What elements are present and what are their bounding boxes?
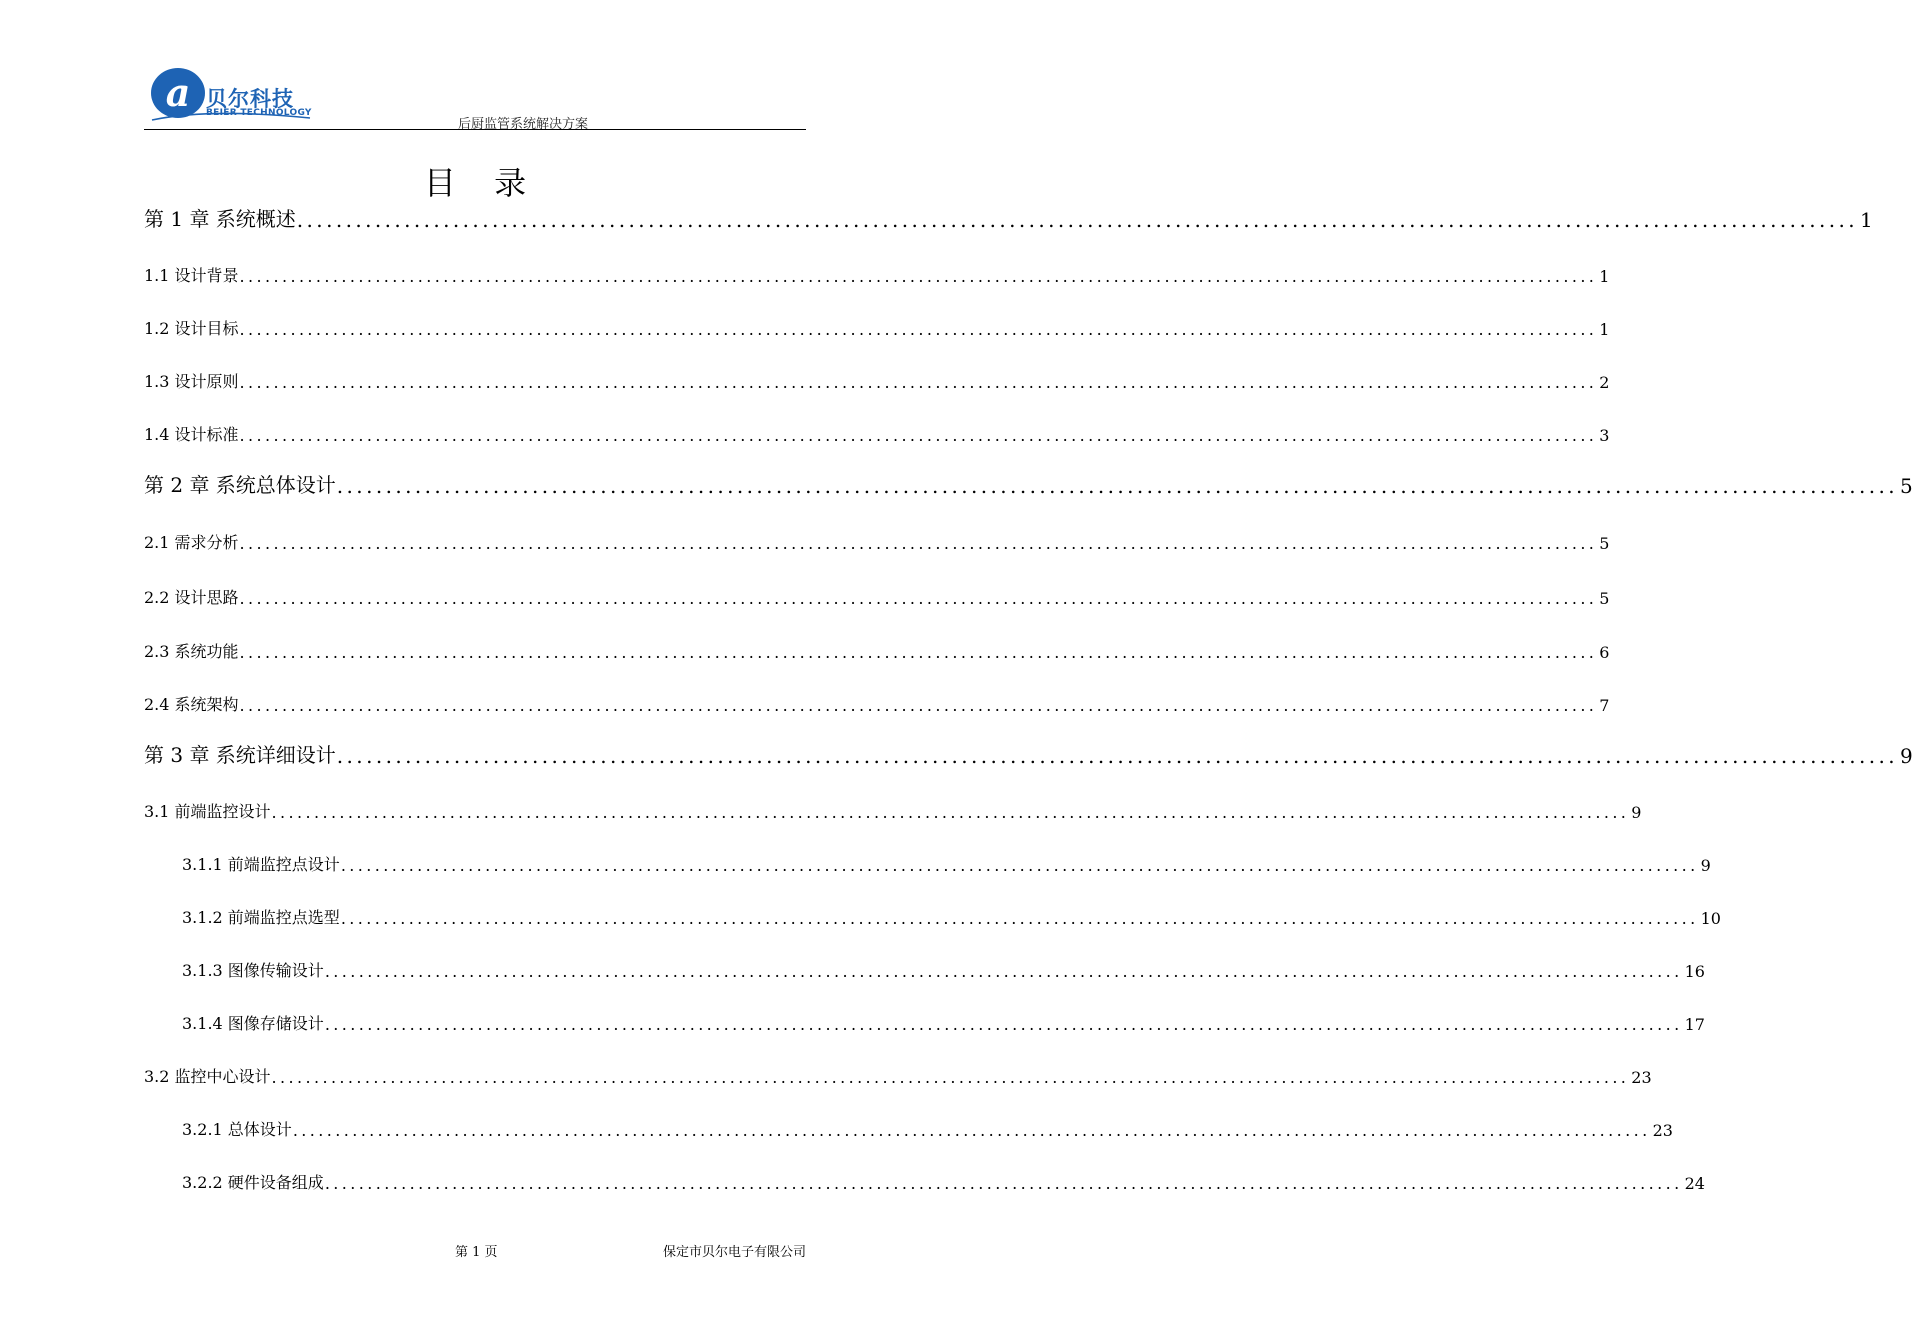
toc-entry-page: 24 [1684,1174,1705,1193]
toc-entry[interactable] [182,953,1705,981]
toc-dot-leader: ................................................................................................................................................................ [239,373,1598,392]
toc-dot-leader: ................................................................................................................................................................ [324,1015,1683,1034]
toc-dot-leader: ................................................................................................................................................................ [340,909,1699,928]
toc-entry-page: 2 [1599,373,1610,392]
toc-title: 目 录 [423,164,541,202]
toc-entry-label: 3.1.4 图像存储设计 [182,1014,324,1033]
toc-dot-leader: ................................................................................................................................................................ [336,474,1898,498]
toc-dot-leader: ................................................................................................................................................................ [239,267,1598,286]
toc-dot-leader: ................................................................................................................................................................ [239,696,1598,715]
toc-entry-page: 10 [1700,909,1721,928]
toc-dot-leader: ................................................................................................................................................................ [324,962,1683,981]
toc-entry[interactable] [144,794,1642,822]
toc-dot-leader: ................................................................................................................................................................ [292,1121,1651,1140]
toc-entry-label: 2.2 设计思路 [144,588,239,607]
toc-entry-page: 1 [1859,208,1873,232]
header-divider [144,129,806,130]
toc-dot-leader: ................................................................................................................................................................ [271,803,1630,822]
toc-entry-page: 23 [1631,1068,1652,1087]
toc-dot-leader: ................................................................................................................................................................ [336,744,1898,768]
toc-entry[interactable] [182,1165,1705,1193]
toc-entry[interactable] [144,311,1610,339]
toc-dot-leader: ................................................................................................................................................................ [296,208,1858,232]
toc-entry-page: 17 [1684,1015,1705,1034]
footer-company-name: 保定市贝尔电子有限公司 [662,1245,806,1260]
toc-entry-page: 9 [1899,744,1913,768]
toc-entry[interactable] [182,900,1721,928]
toc-entry-label: 1.1 设计背景 [144,266,239,285]
logo-subtitle: BEIER TECHNOLOGY [206,108,312,118]
toc-entry-label: 3.1.2 前端监控点选型 [182,908,340,927]
toc-entry[interactable] [182,1112,1673,1140]
toc-entry[interactable] [144,364,1610,392]
toc-entry[interactable] [182,1006,1705,1034]
toc-entry[interactable] [182,847,1711,875]
toc-entry-label: 3.1 前端监控设计 [144,802,271,821]
toc-entry-page: 3 [1599,426,1610,445]
toc-entry-label: 2.4 系统架构 [144,695,239,714]
toc-dot-leader: ................................................................................................................................................................ [239,643,1598,662]
toc-entry-page: 9 [1631,803,1642,822]
toc-entry[interactable] [144,417,1610,445]
toc-dot-leader: ................................................................................................................................................................ [340,856,1699,875]
toc-entry-page: 1 [1599,320,1610,339]
toc-entry[interactable] [144,204,1873,232]
toc-entry-label: 3.2.2 硬件设备组成 [182,1173,324,1192]
toc-entry[interactable] [144,580,1610,608]
toc-entry-label: 第 2 章 系统总体设计 [144,473,336,497]
toc-entry[interactable] [144,258,1610,286]
toc-dot-leader: ................................................................................................................................................................ [239,534,1598,553]
toc-entry[interactable] [144,634,1610,662]
toc-dot-leader: ................................................................................................................................................................ [271,1068,1630,1087]
toc-entry-page: 5 [1899,474,1913,498]
toc-entry-page: 7 [1599,696,1610,715]
toc-entry-label: 2.1 需求分析 [144,533,239,552]
toc-entry-page: 6 [1599,643,1610,662]
toc-entry-label: 3.1.3 图像传输设计 [182,961,324,980]
toc-entry-label: 3.2.1 总体设计 [182,1120,292,1139]
toc-entry-page: 23 [1652,1121,1673,1140]
toc-entry-label: 第 3 章 系统详细设计 [144,743,336,767]
toc-entry-label: 3.1.1 前端监控点设计 [182,855,340,874]
toc-entry-label: 第 1 章 系统概述 [144,207,296,231]
toc-entry-label: 3.2 监控中心设计 [144,1067,271,1086]
toc-entry-label: 1.2 设计目标 [144,319,239,338]
logo-name: 贝尔科技 [206,87,294,111]
toc-entry[interactable] [144,1059,1652,1087]
document-header-title: 后厨监管系统解决方案 [458,117,589,132]
toc-entry[interactable] [144,470,1913,498]
toc-entry-page: 5 [1599,534,1610,553]
footer-page-number: 第 1 页 [455,1245,498,1260]
toc-entry[interactable] [144,687,1610,715]
toc-dot-leader: ................................................................................................................................................................ [324,1174,1683,1193]
toc-entry-label: 1.3 设计原则 [144,372,239,391]
toc-entry-label: 2.3 系统功能 [144,642,239,661]
svg-text:a: a [165,70,191,115]
toc-dot-leader: ................................................................................................................................................................ [239,426,1598,445]
toc-entry-label: 1.4 设计标准 [144,425,239,444]
toc-entry-page: 16 [1684,962,1705,981]
toc-entry-page: 9 [1700,856,1711,875]
toc-entry-page: 1 [1599,267,1610,286]
toc-dot-leader: ................................................................................................................................................................ [239,589,1598,608]
toc-entry[interactable] [144,525,1610,553]
toc-entry-page: 5 [1599,589,1610,608]
toc-entry[interactable] [144,740,1913,768]
toc-dot-leader: ................................................................................................................................................................ [239,320,1598,339]
